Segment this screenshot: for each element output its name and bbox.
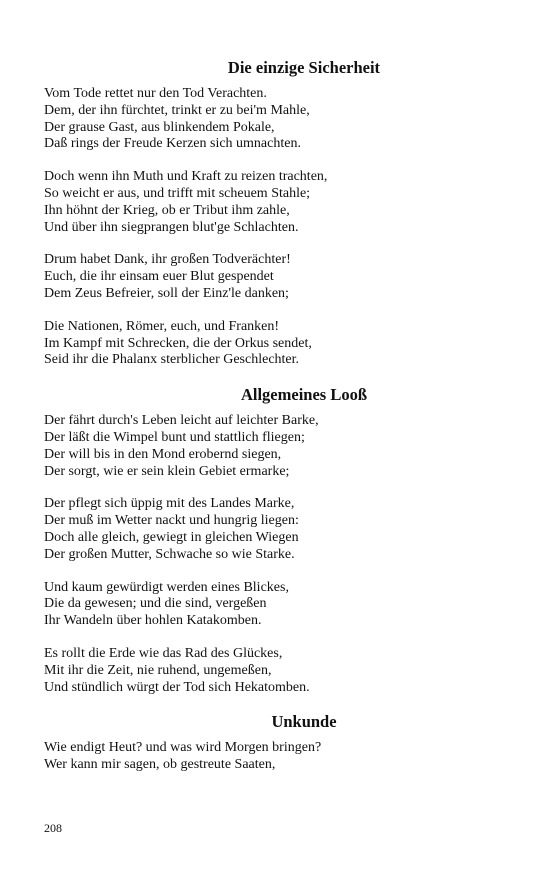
verse-line: Wer kann mir sagen, ob gestreute Saaten, [44,757,276,773]
verse-line: Es rollt die Erde wie das Rad des Glückes, [44,645,283,661]
poem-unkunde [44,712,514,774]
verse-line: Wie endigt Heut? und was wird Morgen bringen? [44,740,322,756]
poem-title: Allgemeines Looß [240,385,368,405]
poem-die-einzige-sicherheit [44,58,514,369]
verse-line: Der fährt durch's Leben leicht auf leichter Barke, [44,413,319,429]
verse-line: Der pflegt sich üppig mit des Landes Marke, [44,496,295,512]
verse-line: Doch wenn ihn Muth und Kraft zu reizen trachten, [44,169,328,185]
verse-line: So weicht er aus, und trifft mit scheuem Stahle; [44,185,311,201]
verse-line: Der muß im Wetter nackt und hungrig liegen: [44,513,299,529]
verse-line: Drum habet Dank, ihr großen Todverächter! [44,252,291,268]
verse-line: Ihr Wandeln über hohlen Katakomben. [44,613,262,629]
verse-line: Daß rings der Freude Kerzen sich umnachten. [44,136,301,152]
page-number: 208 [44,821,62,835]
verse-line: Der sorgt, wie er sein klein Gebiet ermarke; [44,463,290,479]
verse-line: Seid ihr die Phalanx sterblicher Geschlechter. [44,352,300,368]
verse-line: Dem Zeus Befreier, soll der Einz'le danken; [44,285,289,301]
verse-line: Und über ihn siegprangen blut'ge Schlachten. [44,219,299,235]
stanza [44,580,514,630]
stanza [44,252,514,302]
verse-line: Die Nationen, Römer, euch, und Franken! [44,318,280,334]
stanza [44,319,514,369]
verse-line: Und stündlich würgt der Tod sich Hekatomben. [44,679,310,695]
stanza [44,169,514,236]
verse-line: Doch alle gleich, gewiegt in gleichen Wiegen [44,529,299,545]
verse-line: Die da gewesen; und die sind, vergeßen [44,596,267,612]
stanza [44,496,514,563]
verse-line: Im Kampf mit Schrecken, die der Orkus sendet, [44,335,312,351]
verse-line: Ihn höhnt der Krieg, ob er Tribut ihm zahle, [44,202,290,218]
verse-line: Der großen Mutter, Schwache so wie Starke. [44,546,295,562]
verse-line: Und kaum gewürdigt werden eines Blickes, [44,579,289,595]
verse-line: Der will bis in den Mond erobernd siegen, [44,446,282,462]
verse-line: Mit ihr die Zeit, nie ruhend, ungemeßen, [44,662,272,678]
verse-line: Euch, die ihr einsam euer Blut gespendet [44,269,274,285]
stanza [44,646,514,696]
stanza [44,86,514,153]
poem-allgemeines-looss [44,385,514,696]
verse-line: Der grause Gast, aus blinkendem Pokale, [44,119,275,135]
poem-title: Die einzige Sicherheit [227,58,381,77]
stanza [44,740,514,774]
stanza [44,413,514,480]
page-body [44,58,514,790]
verse-line: Der läßt die Wimpel bunt und stattlich fliegen; [44,429,305,445]
poem-title: Unkunde [271,712,337,732]
verse-line: Dem, der ihn fürchtet, trinkt er zu bei'm Mahle, [44,102,310,118]
verse-line: Vom Tode rettet nur den Tod Verachten. [44,86,267,101]
